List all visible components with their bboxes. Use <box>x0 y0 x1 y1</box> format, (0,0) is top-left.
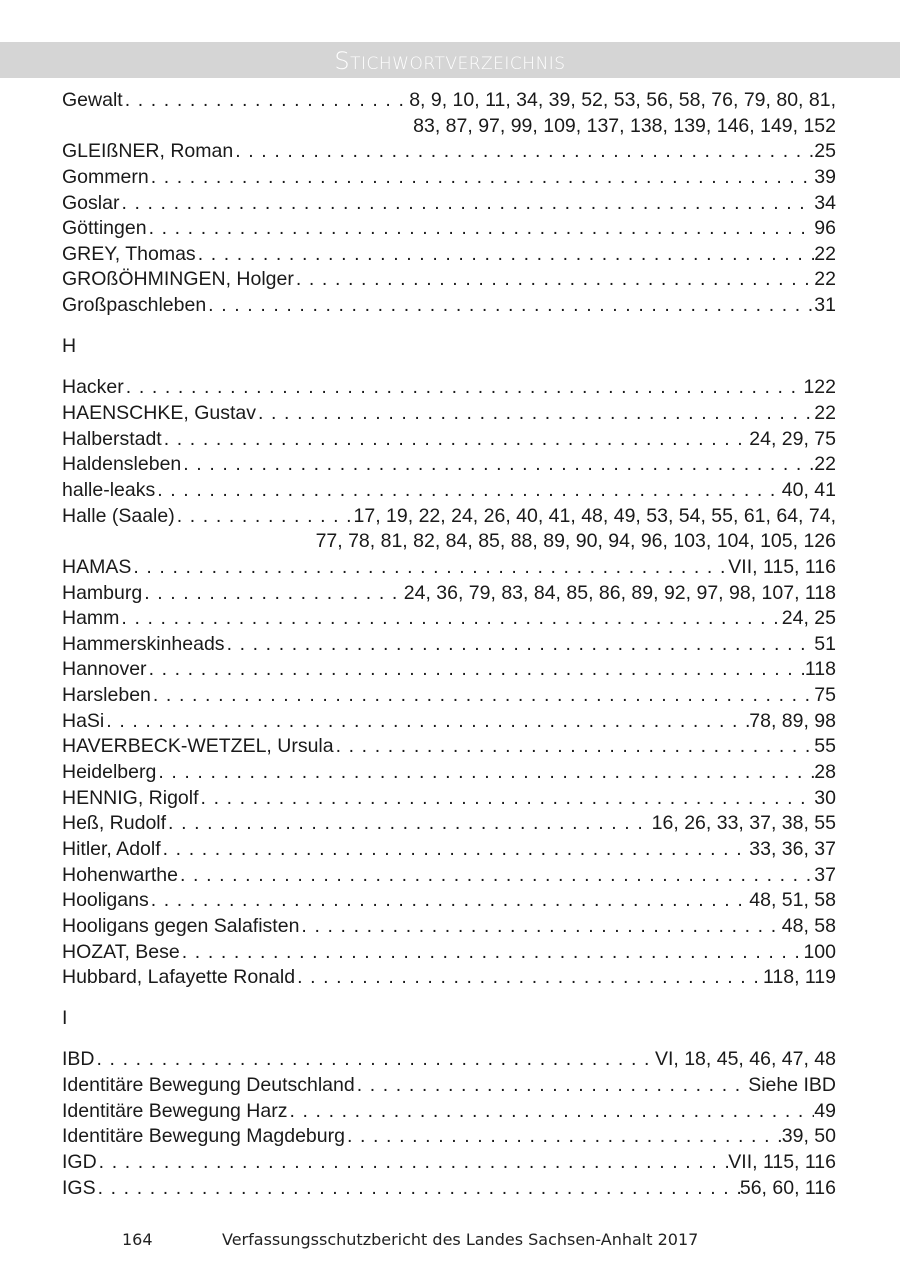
index-entry <box>62 734 836 760</box>
index-entry <box>62 375 836 401</box>
index-term: Göttingen <box>62 217 147 240</box>
index-entry <box>62 88 836 114</box>
index-pages: 39 <box>814 165 836 188</box>
index-term: GREY, Thomas <box>62 242 196 265</box>
index-term: halle-leaks <box>62 478 156 501</box>
index-letter-heading: H <box>62 335 77 358</box>
index-term: Gewalt <box>62 89 123 111</box>
index-entry <box>62 1073 836 1099</box>
index-entry <box>62 478 836 504</box>
index-pages: 33, 36, 37 <box>749 837 836 860</box>
dot-leader <box>142 581 404 607</box>
index-pages: 39, 50 <box>781 1125 836 1148</box>
index-term: Hacker <box>62 376 124 399</box>
index-pages: 31 <box>814 294 836 317</box>
index-entry <box>62 914 836 940</box>
dot-leader <box>181 452 814 478</box>
index-term: Großpaschleben <box>62 294 207 317</box>
index-term: Hammerskinheads <box>62 632 225 655</box>
index-pages: 28 <box>814 761 836 784</box>
dot-leader <box>155 478 782 504</box>
index-entry <box>62 504 836 530</box>
dot-leader <box>162 427 750 453</box>
page-number: 164 <box>122 1230 153 1249</box>
index-entry <box>62 216 836 242</box>
dot-leader <box>124 375 804 401</box>
index-pages: Siehe IBD <box>748 1074 836 1097</box>
dot-leader <box>119 191 814 217</box>
index-entry <box>62 1099 836 1125</box>
index-pages: 34 <box>814 191 836 214</box>
dot-leader <box>295 965 763 991</box>
index-term: Heidelberg <box>62 761 157 784</box>
index-term: Identitäre Bewegung Harz <box>62 1099 288 1122</box>
dot-leader <box>294 267 814 293</box>
index-letter-heading: I <box>62 1007 68 1030</box>
index-term: HAENSCHKE, Gustav <box>62 402 256 425</box>
index-pages-continued: 77, 78, 81, 82, 84, 85, 88, 89, 90, 94, 96, 103, 104, 105, 126 <box>315 530 836 553</box>
dot-leader <box>161 837 750 863</box>
index-pages: 49 <box>814 1099 836 1122</box>
index-term: Goslar <box>62 191 120 214</box>
dot-leader <box>233 139 814 165</box>
dot-leader <box>95 1047 655 1073</box>
index-entry <box>62 837 836 863</box>
dot-leader <box>149 888 750 914</box>
index-pages: 16, 26, 33, 37, 38, 55 <box>651 812 836 835</box>
index-pages: 24, 25 <box>781 607 836 630</box>
index-term: Halle (Saale) <box>62 504 175 527</box>
index-pages: 96 <box>814 217 836 240</box>
dot-leader <box>104 709 749 735</box>
index-term: Hooligans <box>62 889 149 912</box>
index-entry <box>62 452 836 478</box>
index-entry <box>62 165 836 191</box>
index-entry <box>62 293 836 319</box>
index-pages: 56, 60, 116 <box>739 1176 836 1199</box>
index-entry <box>62 242 836 268</box>
index-pages: 100 <box>803 940 836 963</box>
dot-leader <box>96 1176 740 1202</box>
section-header <box>0 42 900 78</box>
index-pages: VII, 115, 116 <box>728 555 836 578</box>
index-entry <box>62 191 836 217</box>
index-pages: 40, 41 <box>781 478 836 501</box>
dot-leader <box>149 165 815 191</box>
index-pages: 75 <box>814 684 836 707</box>
index-entry <box>62 581 836 607</box>
dot-leader <box>178 863 814 889</box>
dot-leader <box>131 555 728 581</box>
dot-leader <box>180 940 804 966</box>
index-entry <box>62 1176 836 1202</box>
index-term: Hubbard, Lafayette Ronald <box>62 966 296 989</box>
index-entry <box>62 760 836 786</box>
index-pages: 22 <box>814 453 836 476</box>
index-pages: 22 <box>814 268 836 291</box>
index-term: GROßÖHMINGEN, Holger <box>62 268 294 291</box>
index-pages: 55 <box>814 735 836 758</box>
index-pages: 37 <box>814 863 836 886</box>
index-pages: 8, 9, 10, 11, 34, 39, 52, 53, 56, 58, 76, 79, 80, 81, <box>409 89 836 111</box>
dot-leader <box>225 632 815 658</box>
dot-leader <box>151 683 814 709</box>
dot-leader <box>175 504 354 530</box>
index-term: Haldensleben <box>62 453 182 476</box>
index-term: Hannover <box>62 658 147 681</box>
dot-leader <box>206 293 814 319</box>
index-pages: 17, 19, 22, 24, 26, 40, 41, 48, 49, 53, 54, 55, 61, 64, 74, <box>353 504 836 527</box>
footer-title: Verfassungsschutzbericht des Landes Sachsen-Anhalt 2017 <box>222 1230 699 1249</box>
section-title: Stichwortverzeichnis <box>334 47 566 75</box>
index-pages: 22 <box>814 402 836 425</box>
dot-leader <box>97 1150 729 1176</box>
index-pages: 24, 29, 75 <box>749 427 836 450</box>
index-entry <box>62 606 836 632</box>
index-entry <box>62 683 836 709</box>
index-term: HaSi <box>62 709 105 732</box>
index-entry <box>62 632 836 658</box>
index-pages: 51 <box>814 632 836 655</box>
index-pages: 48, 58 <box>781 914 836 937</box>
dot-leader <box>287 1099 814 1125</box>
index-pages: VI, 18, 45, 46, 47, 48 <box>654 1048 836 1071</box>
dot-leader <box>355 1073 748 1099</box>
index-entry <box>62 139 836 165</box>
index-pages: 30 <box>814 786 836 809</box>
index-term: Gommern <box>62 165 149 188</box>
index-entry <box>62 267 836 293</box>
index-entry <box>62 1047 836 1073</box>
dot-leader <box>147 657 805 683</box>
index-term: Hooligans gegen Salafisten <box>62 914 300 937</box>
dot-leader <box>199 786 815 812</box>
index-entry <box>62 401 836 427</box>
index-term: Hitler, Adolf <box>62 837 161 860</box>
index-pages: VII, 115, 116 <box>728 1150 836 1173</box>
index-term: HAVERBECK-WETZEL, Ursula <box>62 735 334 758</box>
dot-leader <box>345 1124 782 1150</box>
index-entry <box>62 811 836 837</box>
dot-leader <box>123 88 409 114</box>
index-entry <box>62 555 836 581</box>
index-entry <box>62 940 836 966</box>
index-term: Identitäre Bewegung Deutschland <box>62 1074 355 1097</box>
index-term: Hohenwarthe <box>62 863 178 886</box>
dot-leader <box>299 914 781 940</box>
dot-leader <box>256 401 814 427</box>
keyword-index <box>62 88 836 1201</box>
index-term: IBD <box>62 1048 95 1071</box>
index-pages: 48, 51, 58 <box>749 889 836 912</box>
index-term: HAMAS <box>62 555 132 578</box>
index-term: Hamm <box>62 607 120 630</box>
index-term: Identitäre Bewegung Magdeburg <box>62 1125 345 1148</box>
index-pages: 78, 89, 98 <box>749 709 836 732</box>
index-term: IGD <box>62 1150 97 1173</box>
index-pages: 118 <box>804 658 836 681</box>
index-term: HENNIG, Rigolf <box>62 786 199 809</box>
index-pages: 118, 119 <box>762 966 836 989</box>
index-entry <box>62 863 836 889</box>
index-term: HOZAT, Bese <box>62 940 180 963</box>
index-entry <box>62 1124 836 1150</box>
dot-leader <box>147 216 815 242</box>
dot-leader <box>196 242 815 268</box>
index-entry <box>62 965 836 991</box>
index-term: GLEIßNER, Roman <box>62 140 234 163</box>
dot-leader <box>156 760 814 786</box>
index-entry <box>62 709 836 735</box>
index-pages: 122 <box>803 376 836 399</box>
dot-leader <box>119 606 781 632</box>
index-entry <box>62 1150 836 1176</box>
index-term: Heß, Rudolf <box>62 812 167 835</box>
index-entry <box>62 657 836 683</box>
index-term: Halberstadt <box>62 427 162 450</box>
index-term: IGS <box>62 1176 96 1199</box>
index-pages: 25 <box>814 140 836 163</box>
index-entry <box>62 888 836 914</box>
index-pages-continued: 83, 87, 97, 99, 109, 137, 138, 139, 146, 149, 152 <box>413 114 836 137</box>
index-entry <box>62 427 836 453</box>
dot-leader <box>334 734 815 760</box>
index-entry <box>62 786 836 812</box>
index-term: Hamburg <box>62 581 143 604</box>
index-pages: 22 <box>814 242 836 265</box>
index-pages: 24, 36, 79, 83, 84, 85, 86, 89, 92, 97, 98, 107, 118 <box>403 581 836 604</box>
index-term: Harsleben <box>62 684 151 707</box>
dot-leader <box>166 811 652 837</box>
